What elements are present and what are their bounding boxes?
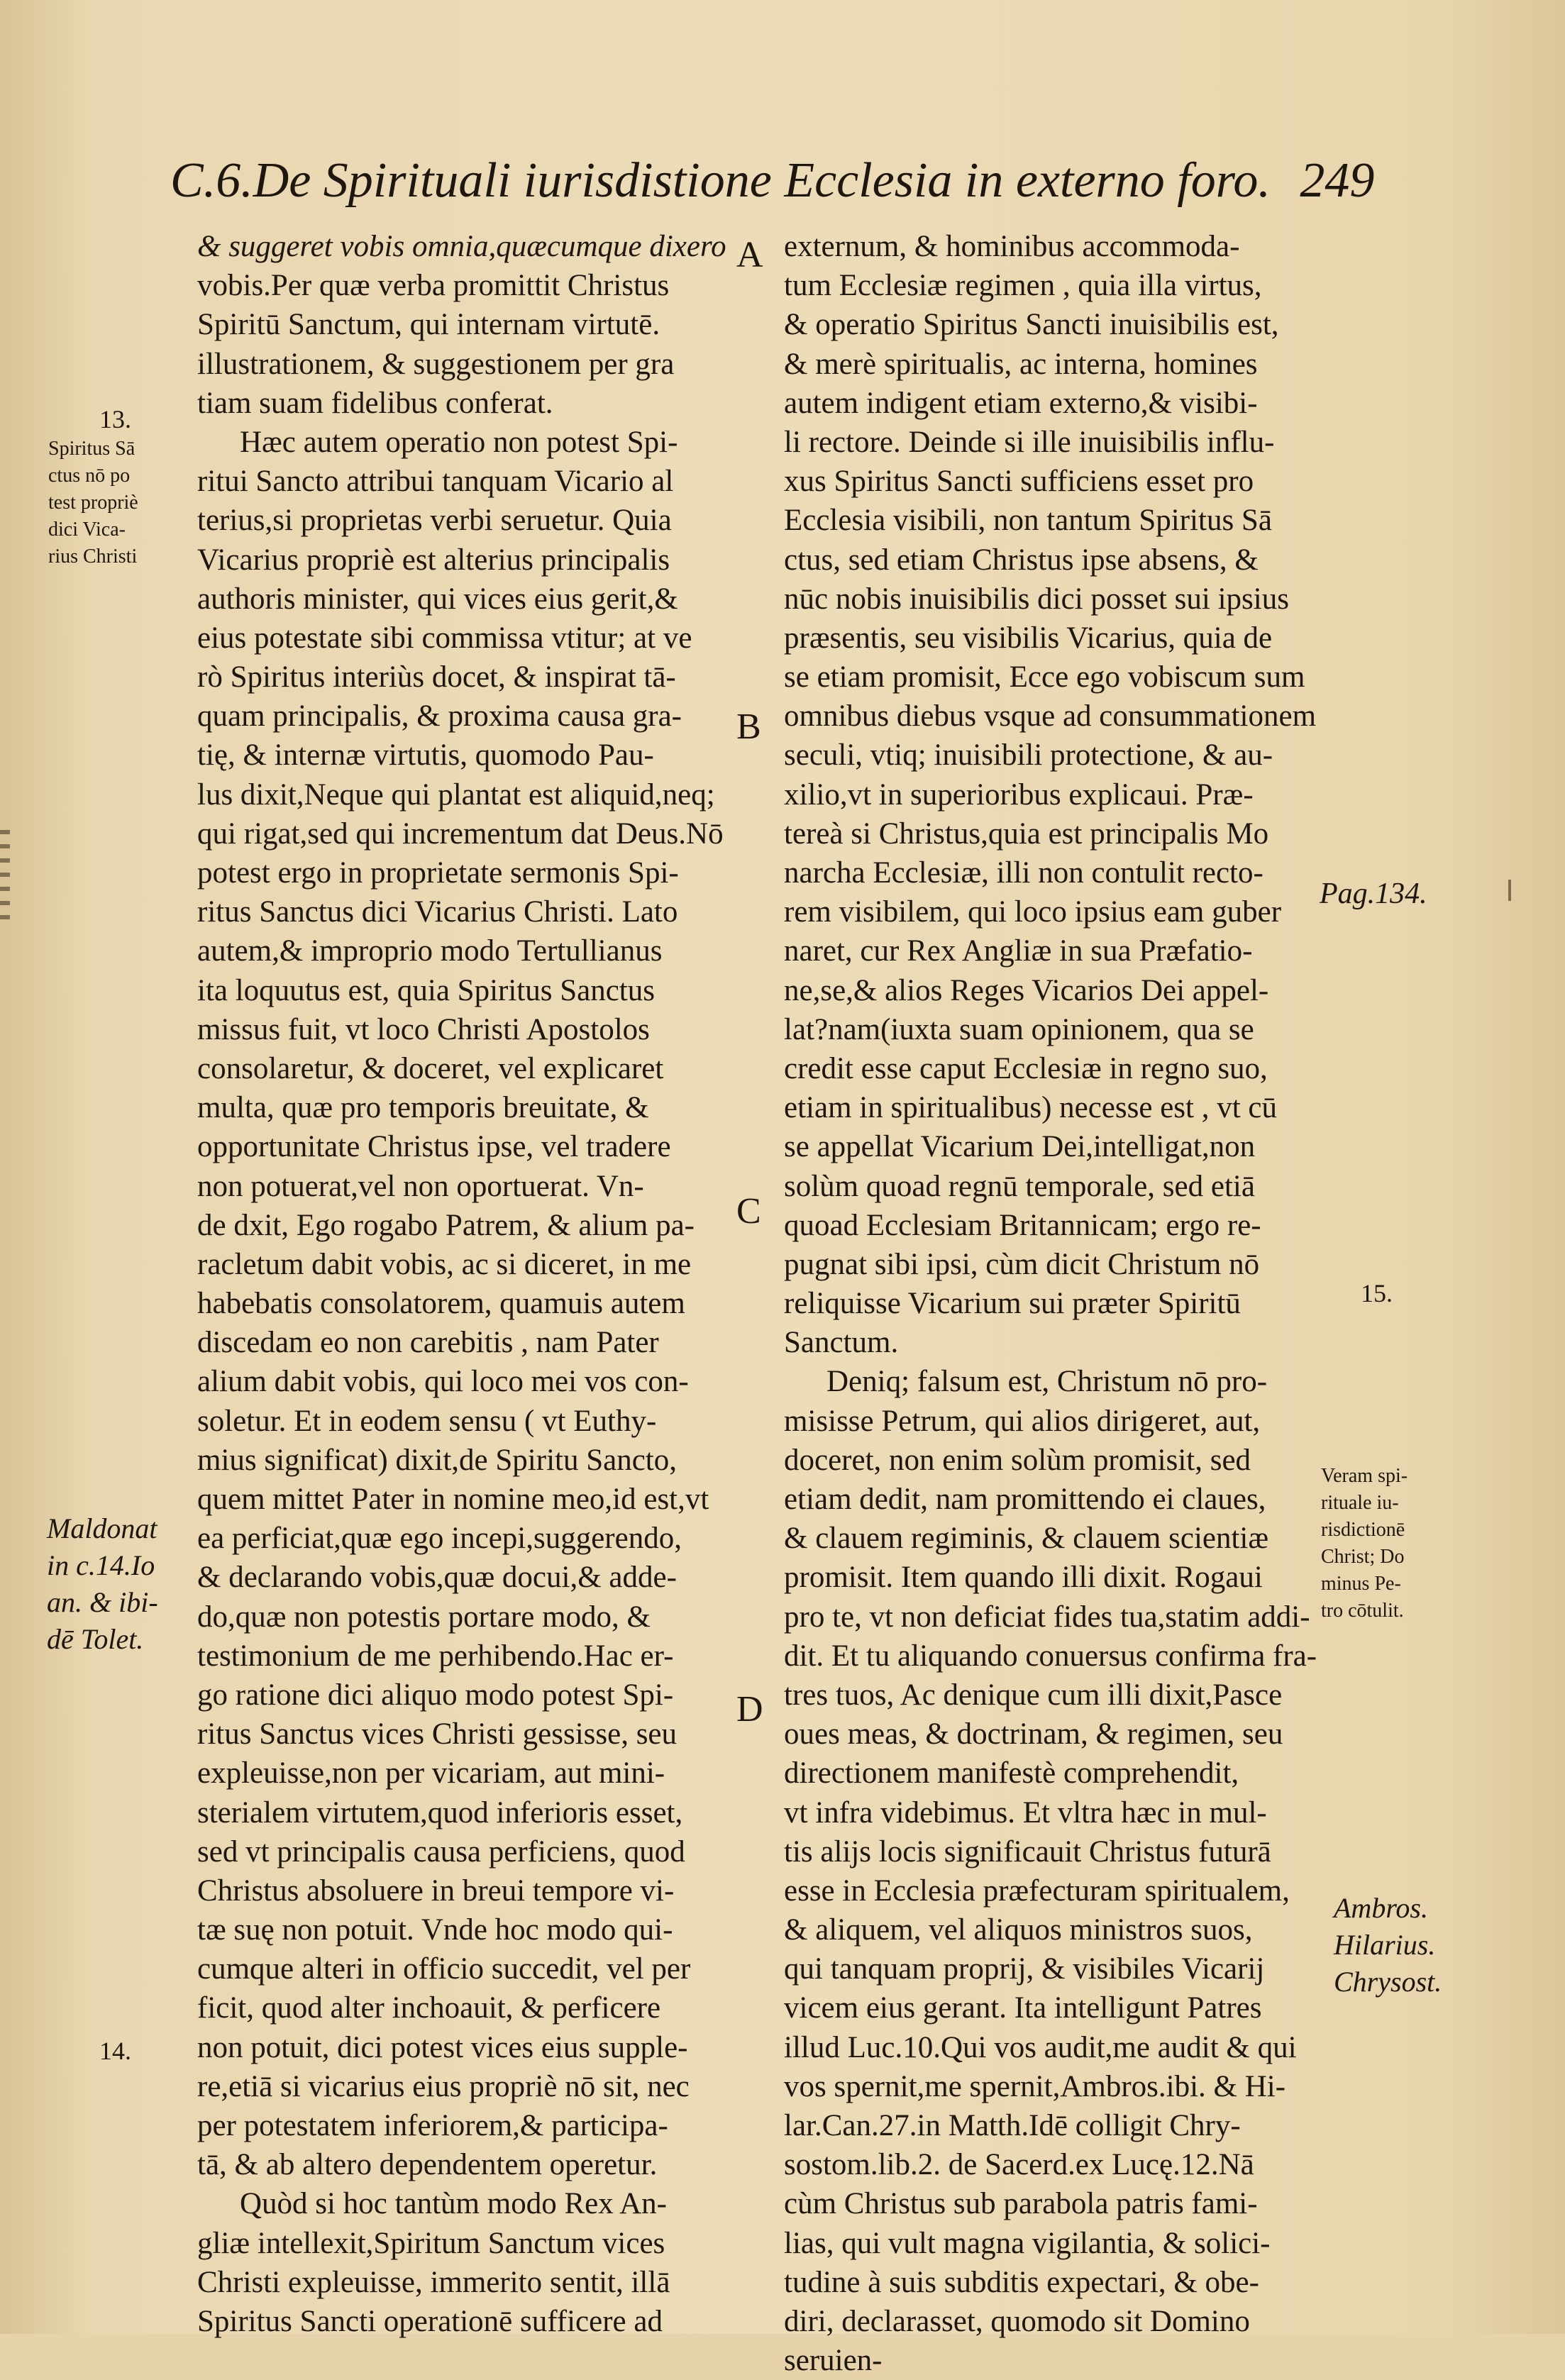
text-line: misisse Petrum, qui alios dirigeret, aut, bbox=[784, 1404, 1261, 1438]
margin-note-15-line-5: minus Pe- bbox=[1321, 1573, 1401, 1595]
text-line: lias, qui vult magna vigilantia, & solici- bbox=[784, 2226, 1271, 2260]
margin-ref-maldonat-line-1: Maldonat bbox=[47, 1512, 157, 1544]
text-line: se etiam promisit, Ecce ego vobiscum sum bbox=[784, 660, 1305, 694]
margin-ref-hilarius: Hilarius. bbox=[1334, 1929, 1436, 1961]
text-line: diri, declarasset, quomodo sit Domino bbox=[784, 2304, 1250, 2338]
margin-note-13-line-2: ctus nō po bbox=[48, 465, 131, 487]
section-marker-a: A bbox=[736, 235, 763, 275]
text-line: do,quæ non potestis portare modo, & bbox=[197, 1600, 651, 1634]
text-line: gliæ intellexit,Spiritum Sanctum vices bbox=[197, 2226, 665, 2260]
text-line: cùm Christus sub parabola patris fami- bbox=[784, 2187, 1258, 2221]
text-line: etiam in spiritualibus) necesse est , vt cū bbox=[784, 1091, 1277, 1125]
text-line: quam principalis, & proxima causa gra- bbox=[197, 699, 682, 734]
text-line: Christi expleuisse, immerito sentit, illā bbox=[197, 2265, 670, 2299]
text-line: tres tuos, Ac denique cum illi dixit,Pasce bbox=[784, 1678, 1283, 1712]
text-line: sterialem virtutem,quod inferioris esset, bbox=[197, 1795, 683, 1830]
section-marker-b: B bbox=[736, 707, 761, 747]
text-line: terius,si proprietas verbi seruetur. Quia bbox=[197, 504, 672, 538]
text-line: soletur. Et in eodem sensu ( vt Euthy- bbox=[197, 1404, 657, 1438]
text-line: testimonium de me perhibendo.Hac er- bbox=[197, 1639, 674, 1673]
text-line: pugnat sibi ipsi, cùm dicit Christum nō bbox=[784, 1247, 1260, 1281]
text-line: tereà si Christus,quia est principalis Mo bbox=[784, 817, 1269, 851]
text-line: non potuerat,vel non oportuerat. Vn- bbox=[197, 1169, 644, 1203]
text-line: Deniq; falsum est, Christum nō pro- bbox=[826, 1365, 1268, 1399]
text-line: de dxit, Ego rogabo Patrem, & alium pa- bbox=[197, 1208, 695, 1242]
text-line: naret, cur Rex Angliæ in sua Præfatio- bbox=[784, 934, 1253, 968]
text-line: ita loquutus est, quia Spiritus Sanctus bbox=[197, 973, 655, 1007]
text-line: xilio,vt in superioribus explicaui. Præ- bbox=[784, 777, 1254, 812]
text-line: narcha Ecclesiæ, illi non contulit recto- bbox=[784, 856, 1263, 890]
text-line: opportunitate Christus ipse, vel tradere bbox=[197, 1130, 671, 1164]
text-line: go ratione dici aliquo modo potest Spi- bbox=[197, 1678, 674, 1712]
margin-note-14-number: 14. bbox=[99, 2037, 131, 2065]
text-line: li rectore. Deinde si ille inuisibilis influ- bbox=[784, 425, 1275, 459]
margin-note-13-line-1: Spiritus Sā bbox=[48, 438, 136, 460]
text-line: & aliquem, vel aliquos ministros suos, bbox=[784, 1913, 1253, 1947]
margin-ref-ambros: Ambros. bbox=[1334, 1892, 1428, 1924]
text-line: tiam suam fidelibus conferat. bbox=[197, 386, 553, 420]
text-line: Spiritus Sancti operationē sufficere ad bbox=[197, 2304, 663, 2338]
text-line: omnibus diebus vsque ad consummationem bbox=[784, 699, 1317, 734]
text-line: etiam dedit, nam promittendo ei claues, bbox=[784, 1483, 1266, 1516]
margin-ref-maldonat-line-2: in c.14.Io bbox=[47, 1549, 155, 1581]
text-line: dit. Et tu aliquando conuersus confirma fra- bbox=[784, 1639, 1317, 1673]
text-line: ea perficiat,quæ ego incepi,suggerendo, bbox=[197, 1522, 682, 1556]
right-text-column bbox=[784, 227, 1317, 2380]
text-line: Sanctum. bbox=[784, 1326, 899, 1360]
text-line: xus Spiritus Sancti sufficiens esset pro bbox=[784, 465, 1254, 499]
text-line: tæ suę non potuit. Vnde hoc modo qui- bbox=[197, 1913, 673, 1947]
margin-note-13-line-3: test propriè bbox=[48, 492, 138, 514]
text-line: consolaretur, & doceret, vel explicaret bbox=[197, 1051, 664, 1085]
text-line: vos spernit,me spernit,Ambros.ibi. & Hi- bbox=[784, 2069, 1286, 2103]
margin-ref-maldonat-line-4: dē Tolet. bbox=[47, 1623, 144, 1655]
text-line: tum Ecclesiæ regimen , quia illa virtus, bbox=[784, 269, 1262, 303]
margin-ref-pag: Pag.134. bbox=[1320, 878, 1427, 910]
margin-note-15-line-1: Veram spi- bbox=[1321, 1465, 1408, 1487]
page-number: 249 bbox=[1300, 153, 1375, 208]
text-line: potest ergo in proprietate sermonis Spi- bbox=[197, 856, 679, 890]
text-line: autem indigent etiam externo,& visibi- bbox=[784, 386, 1258, 420]
text-line: non potuit, dici potest vices eius supple- bbox=[197, 2030, 688, 2064]
text-line: cumque alteri in officio succedit, vel per bbox=[197, 1952, 691, 1986]
text-line: seculi, vtiq; inuisibili protectione, & au- bbox=[784, 738, 1273, 773]
text-line: habebatis consolatorem, quamuis autem bbox=[197, 1287, 685, 1321]
text-line: ritus Sanctus dici Vicarius Christi. Lato bbox=[197, 895, 678, 929]
text-line: tię, & internæ virtutis, quomodo Pau- bbox=[197, 738, 654, 773]
text-line: pro te, vt non deficiat fides tua,statim addi- bbox=[784, 1600, 1310, 1634]
text-line: seruien- bbox=[784, 2344, 883, 2378]
text-line: alium dabit vobis, qui loco mei vos con- bbox=[197, 1365, 689, 1399]
left-text-column bbox=[197, 227, 765, 2341]
section-marker-c: C bbox=[736, 1191, 761, 1231]
text-line: nūc nobis inuisibilis dici posset sui ipsius bbox=[784, 582, 1289, 616]
text-line: per potestatem inferiorem,& participa- bbox=[197, 2109, 668, 2142]
page-edge-mark bbox=[0, 830, 10, 929]
section-marker-d: D bbox=[736, 1689, 763, 1729]
text-line: Ecclesia visibili, non tantum Spiritus Sā bbox=[784, 504, 1272, 538]
text-line: qui tanquam proprij, & visibiles Vicarij bbox=[784, 1952, 1265, 1986]
text-line: se appellat Vicarium Dei,intelligat,non bbox=[784, 1130, 1256, 1164]
text-line: authoris minister, qui vices eius gerit,& bbox=[197, 582, 678, 616]
text-line: vt infra videbimus. Et vltra hæc in mul- bbox=[784, 1795, 1267, 1830]
text-line: ritus Sanctus vices Christi gessisse, seu bbox=[197, 1717, 678, 1751]
text-line: Quòd si hoc tantùm modo Rex An- bbox=[240, 2187, 667, 2221]
text-line: credit esse caput Ecclesiæ in regno suo, bbox=[784, 1051, 1268, 1085]
margin-note-15-line-3: risdictionē bbox=[1321, 1519, 1405, 1541]
text-line: & suggeret vobis omnia,quæcumque dixero bbox=[197, 230, 726, 263]
text-line: qui rigat,sed qui incrementum dat Deus.Nō bbox=[197, 817, 724, 851]
header-title: C.6.De Spirituali iurisdistione Ecclesia in externo foro. bbox=[170, 153, 1271, 208]
text-line: ne,se,& alios Reges Vicarios Dei appel- bbox=[784, 973, 1269, 1007]
margin-note-15-line-6: tro cōtulit. bbox=[1321, 1600, 1404, 1622]
text-line: directionem manifestè comprehendit, bbox=[784, 1756, 1239, 1790]
margin-tick-mark bbox=[1508, 880, 1511, 901]
text-line: ritui Sancto attribui tanquam Vicario al bbox=[197, 465, 674, 499]
margin-note-13-line-5: rius Christi bbox=[48, 546, 138, 568]
text-line: illustrationem, & suggestionem per gra bbox=[197, 347, 675, 381]
text-line: Hæc autem operatio non potest Spi- bbox=[240, 425, 678, 459]
text-line: rem visibilem, qui loco ipsius eam guber bbox=[784, 895, 1282, 929]
text-line: tudine à suis subditis expectari, & obe- bbox=[784, 2265, 1259, 2299]
text-line: Spiritū Sanctum, qui internam virtutē. bbox=[197, 308, 660, 342]
text-line: lar.Can.27.in Matth.Idē colligit Chry- bbox=[784, 2109, 1241, 2142]
text-line: esse in Ecclesia præfecturam spiritualem, bbox=[784, 1873, 1290, 1908]
margin-ref-maldonat-line-3: an. & ibi- bbox=[47, 1586, 158, 1618]
text-line: tis alijs locis significauit Christus futurā bbox=[784, 1834, 1271, 1869]
text-line: & declarando vobis,quæ docui,& adde- bbox=[197, 1561, 677, 1595]
text-line: discedam eo non carebitis , nam Pater bbox=[197, 1326, 659, 1360]
text-line: lus dixit,Neque qui plantat est aliquid,neq; bbox=[197, 777, 715, 812]
text-line: & merè spiritualis, ac interna, homines bbox=[784, 347, 1258, 381]
text-line: promisit. Item quando illi dixit. Rogaui bbox=[784, 1561, 1263, 1595]
text-line: re,etiā si vicarius eius propriè nō sit, nec bbox=[197, 2069, 690, 2103]
text-line: sed vt principalis causa perficiens, quod bbox=[197, 1834, 685, 1869]
text-line: autem,& improprio modo Tertullianus bbox=[197, 934, 663, 968]
text-line: præsentis, seu visibilis Vicarius, quia de bbox=[784, 621, 1273, 655]
text-line: racletum dabit vobis, ac si diceret, in me bbox=[197, 1247, 692, 1281]
running-header bbox=[170, 149, 1376, 213]
text-line: ctus, sed etiam Christus ipse absens, & bbox=[784, 543, 1259, 577]
text-line: oues meas, & doctrinam, & regimen, seu bbox=[784, 1717, 1283, 1751]
text-line: & clauem regiminis, & clauem scientiæ bbox=[784, 1522, 1269, 1556]
text-line: quem mittet Pater in nomine meo,id est,vt bbox=[197, 1483, 709, 1516]
text-line: expleuisse,non per vicariam, aut mini- bbox=[197, 1756, 665, 1790]
text-line: sostom.lib.2. de Sacerd.ex Lucę.12.Nā bbox=[784, 2148, 1254, 2182]
margin-note-13-number: 13. bbox=[99, 405, 131, 433]
margin-note-13-line-4: dici Vica- bbox=[48, 519, 126, 541]
text-line: lat?nam(iuxta suam opinionem, qua se bbox=[784, 1012, 1254, 1046]
text-line: mius significat) dixit,de Spiritu Sancto, bbox=[197, 1443, 677, 1477]
text-line: externum, & hominibus accommoda- bbox=[784, 230, 1240, 263]
text-line: doceret, non enim solùm promisit, sed bbox=[784, 1443, 1251, 1477]
text-line: vicem eius gerant. Ita intelligunt Patres bbox=[784, 1991, 1262, 2025]
text-line: eius potestate sibi commissa vtitur; at ve bbox=[197, 621, 692, 655]
text-line: vobis.Per quæ verba promittit Christus bbox=[197, 269, 670, 303]
text-line: rò Spiritus interiùs docet, & inspirat tā- bbox=[197, 660, 676, 694]
text-line: Christus absoluere in breui tempore vi- bbox=[197, 1873, 675, 1908]
text-line: quoad Ecclesiam Britannicam; ergo re- bbox=[784, 1208, 1261, 1242]
text-line: solùm quoad regnū temporale, sed etiā bbox=[784, 1169, 1255, 1203]
text-line: illud Luc.10.Qui vos audit,me audit & qui bbox=[784, 2030, 1297, 2064]
text-line: multa, quæ pro temporis breuitate, & bbox=[197, 1091, 649, 1125]
text-line: Vicarius propriè est alterius principalis bbox=[197, 543, 670, 577]
text-line: missus fuit, vt loco Christi Apostolos bbox=[197, 1012, 650, 1046]
margin-note-15-line-4: Christ; Do bbox=[1321, 1546, 1405, 1568]
margin-ref-chrysost: Chrysost. bbox=[1334, 1966, 1442, 1998]
text-line: reliquisse Vicarium sui præter Spiritū bbox=[784, 1287, 1241, 1321]
text-line: & operatio Spiritus Sancti inuisibilis est, bbox=[784, 308, 1279, 342]
margin-note-15-line-2: rituale iu- bbox=[1321, 1492, 1399, 1514]
text-line: tā, & ab altero dependentem operetur. bbox=[197, 2148, 658, 2182]
text-line: ficit, quod alter inchoauit, & perficere bbox=[197, 1991, 661, 2025]
margin-note-15-number: 15. bbox=[1361, 1279, 1393, 1307]
